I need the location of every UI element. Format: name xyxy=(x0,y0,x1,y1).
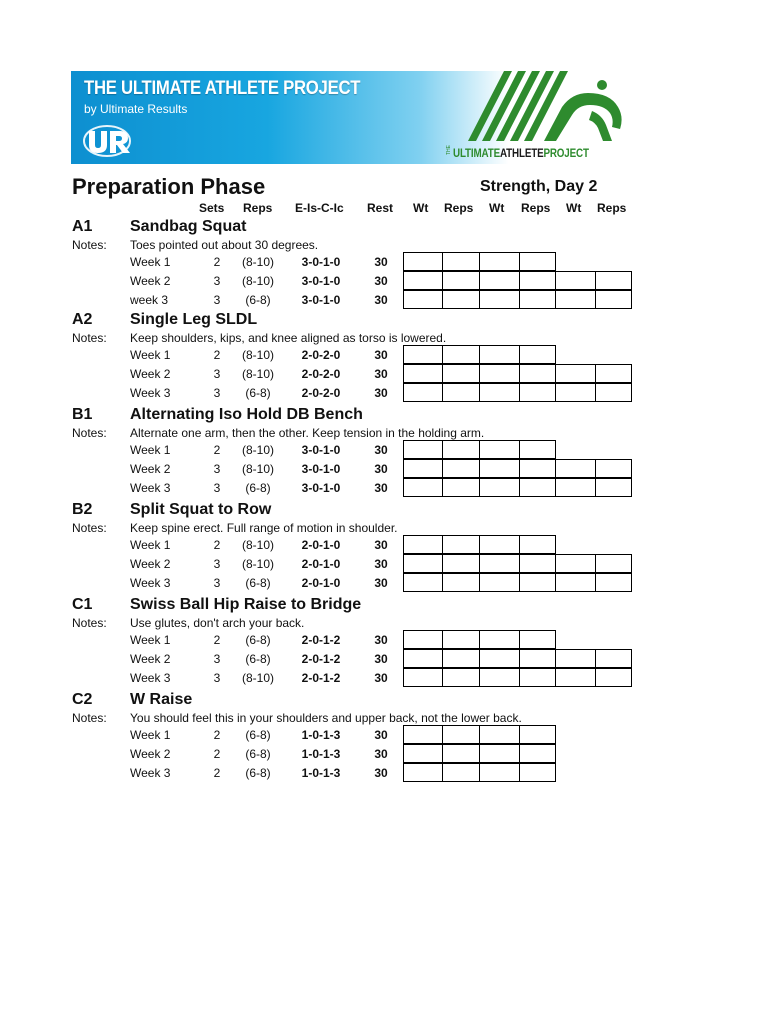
rest-value: 30 xyxy=(374,747,388,761)
log-entry-box[interactable] xyxy=(442,744,480,763)
log-entry-box[interactable] xyxy=(403,573,443,592)
week-label: Week 2 xyxy=(130,557,171,571)
log-entry-box[interactable] xyxy=(519,345,556,364)
log-entry-box[interactable] xyxy=(595,573,632,592)
exercise-notes: Keep spine erect. Full range of motion in shoulder. xyxy=(130,521,398,535)
log-entry-box[interactable] xyxy=(403,725,443,744)
log-entry-box[interactable] xyxy=(519,290,556,309)
log-entry-box[interactable] xyxy=(519,630,556,649)
sets-value: 2 xyxy=(213,538,221,552)
sets-value: 2 xyxy=(213,633,221,647)
ur-monogram-icon xyxy=(83,123,135,159)
logo-text-ultimate: ULTIMATE xyxy=(453,146,500,160)
log-entry-box[interactable] xyxy=(403,535,443,554)
week-label: Week 1 xyxy=(130,633,171,647)
rest-value: 30 xyxy=(374,348,388,362)
rest-value: 30 xyxy=(374,386,388,400)
reps-value: (8-10) xyxy=(241,462,274,476)
reps-value: (8-10) xyxy=(241,443,274,457)
reps-value: (8-10) xyxy=(241,348,274,362)
log-entry-box[interactable] xyxy=(403,364,443,383)
log-entry-box[interactable] xyxy=(479,744,520,763)
notes-label: Notes: xyxy=(72,521,107,535)
exercise-name: Split Squat to Row xyxy=(130,501,272,518)
rest-value: 30 xyxy=(374,293,388,307)
log-entry-box[interactable] xyxy=(555,668,596,687)
reps-value: (6-8) xyxy=(245,728,271,742)
log-entry-box[interactable] xyxy=(595,364,632,383)
log-entry-box[interactable] xyxy=(403,478,443,497)
tempo-value: 3-0-1-0 xyxy=(301,443,341,457)
week-label: Week 1 xyxy=(130,443,171,457)
log-entry-box[interactable] xyxy=(479,252,520,271)
log-entry-box[interactable] xyxy=(442,478,480,497)
column-header: Reps xyxy=(521,201,551,215)
log-entry-box[interactable] xyxy=(479,440,520,459)
sets-value: 2 xyxy=(213,255,221,269)
column-header: Reps xyxy=(243,201,273,215)
log-entry-box[interactable] xyxy=(479,478,520,497)
notes-label: Notes: xyxy=(72,238,107,252)
log-entry-box[interactable] xyxy=(555,573,596,592)
sets-value: 3 xyxy=(213,652,221,666)
column-header: Wt xyxy=(566,201,582,215)
log-entry-box[interactable] xyxy=(479,630,520,649)
log-entry-box[interactable] xyxy=(519,383,556,402)
log-entry-box[interactable] xyxy=(403,440,443,459)
log-entry-box[interactable] xyxy=(403,668,443,687)
log-entry-box[interactable] xyxy=(555,290,596,309)
log-entry-box[interactable] xyxy=(519,744,556,763)
log-entry-box[interactable] xyxy=(442,440,480,459)
log-entry-box[interactable] xyxy=(479,271,520,290)
log-entry-box[interactable] xyxy=(595,383,632,402)
log-entry-box[interactable] xyxy=(555,271,596,290)
log-entry-box[interactable] xyxy=(479,535,520,554)
log-entry-box[interactable] xyxy=(519,668,556,687)
log-entry-box[interactable] xyxy=(555,478,596,497)
week-label: Week 2 xyxy=(130,274,171,288)
exercise-code: A2 xyxy=(72,311,93,328)
tempo-value: 3-0-1-0 xyxy=(301,274,341,288)
reps-value: (8-10) xyxy=(241,255,274,269)
log-entry-box[interactable] xyxy=(442,630,480,649)
tempo-value: 2-0-2-0 xyxy=(301,367,341,381)
tempo-value: 3-0-1-0 xyxy=(301,462,341,476)
rest-value: 30 xyxy=(374,766,388,780)
column-header: Wt xyxy=(489,201,505,215)
log-entry-box[interactable] xyxy=(519,252,556,271)
log-entry-box[interactable] xyxy=(403,630,443,649)
log-entry-box[interactable] xyxy=(595,459,632,478)
log-entry-box[interactable] xyxy=(403,649,443,668)
log-entry-box[interactable] xyxy=(595,271,632,290)
log-entry-box[interactable] xyxy=(479,763,520,782)
log-entry-box[interactable] xyxy=(595,649,632,668)
tempo-value: 3-0-1-0 xyxy=(301,293,341,307)
log-entry-box[interactable] xyxy=(519,271,556,290)
log-entry-box[interactable] xyxy=(442,763,480,782)
log-entry-box[interactable] xyxy=(479,383,520,402)
week-label: Week 2 xyxy=(130,652,171,666)
exercise-notes: Alternate one arm, then the other. Keep tension in the holding arm. xyxy=(130,426,485,440)
reps-value: (6-8) xyxy=(245,766,271,780)
week-label: Week 2 xyxy=(130,747,171,761)
log-entry-box[interactable] xyxy=(442,725,480,744)
log-entry-box[interactable] xyxy=(442,383,480,402)
notes-label: Notes: xyxy=(72,426,107,440)
log-entry-box[interactable] xyxy=(595,478,632,497)
reps-value: (8-10) xyxy=(241,538,274,552)
log-entry-box[interactable] xyxy=(519,535,556,554)
log-entry-box[interactable] xyxy=(555,364,596,383)
log-entry-box[interactable] xyxy=(403,459,443,478)
week-label: Week 1 xyxy=(130,728,171,742)
log-entry-box[interactable] xyxy=(442,668,480,687)
log-entry-box[interactable] xyxy=(519,573,556,592)
rest-value: 30 xyxy=(374,557,388,571)
log-entry-box[interactable] xyxy=(403,290,443,309)
log-entry-box[interactable] xyxy=(442,252,480,271)
log-entry-box[interactable] xyxy=(479,573,520,592)
log-entry-box[interactable] xyxy=(403,252,443,271)
week-label: Week 3 xyxy=(130,481,171,495)
log-entry-box[interactable] xyxy=(442,290,480,309)
tempo-value: 2-0-1-2 xyxy=(301,633,341,647)
reps-value: (8-10) xyxy=(241,367,274,381)
tempo-value: 2-0-1-2 xyxy=(301,671,341,685)
exercise-code: C2 xyxy=(72,691,93,708)
tempo-value: 3-0-1-0 xyxy=(301,481,341,495)
log-entry-box[interactable] xyxy=(479,290,520,309)
log-entry-box[interactable] xyxy=(442,459,480,478)
column-header: Rest xyxy=(367,201,394,215)
week-label: Week 2 xyxy=(130,367,171,381)
sets-value: 3 xyxy=(213,557,221,571)
exercise-code: B2 xyxy=(72,501,93,518)
log-entry-box[interactable] xyxy=(595,554,632,573)
exercise-code: B1 xyxy=(72,406,93,423)
sets-value: 2 xyxy=(213,766,221,780)
log-entry-box[interactable] xyxy=(403,345,443,364)
sets-value: 2 xyxy=(213,348,221,362)
log-entry-box[interactable] xyxy=(442,271,480,290)
exercise-name: W Raise xyxy=(130,691,193,708)
tempo-value: 3-0-1-0 xyxy=(301,255,341,269)
log-entry-box[interactable] xyxy=(479,459,520,478)
exercise-notes: Use glutes, don't arch your back. xyxy=(130,616,305,630)
exercise-notes: You should feel this in your shoulders and upper back, not the lower back. xyxy=(130,711,522,725)
week-label: Week 1 xyxy=(130,255,171,269)
notes-label: Notes: xyxy=(72,331,107,345)
page-title: Preparation Phase xyxy=(72,174,266,199)
exercise-name: Sandbag Squat xyxy=(130,218,247,235)
log-entry-box[interactable] xyxy=(555,459,596,478)
rest-value: 30 xyxy=(374,443,388,457)
rest-value: 30 xyxy=(374,367,388,381)
log-entry-box[interactable] xyxy=(479,649,520,668)
tempo-value: 1-0-1-3 xyxy=(301,747,341,761)
log-entry-box[interactable] xyxy=(595,668,632,687)
exercise-name: Swiss Ball Hip Raise to Bridge xyxy=(130,596,362,613)
rest-value: 30 xyxy=(374,274,388,288)
reps-value: (6-8) xyxy=(245,293,271,307)
rest-value: 30 xyxy=(374,481,388,495)
tempo-value: 1-0-1-3 xyxy=(301,766,341,780)
log-entry-box[interactable] xyxy=(519,459,556,478)
log-entry-box[interactable] xyxy=(442,364,480,383)
column-header: Wt xyxy=(413,201,429,215)
log-entry-box[interactable] xyxy=(519,649,556,668)
column-header: E-Is-C-Ic xyxy=(295,201,344,215)
sets-value: 2 xyxy=(213,443,221,457)
sets-value: 3 xyxy=(213,386,221,400)
sets-value: 3 xyxy=(213,576,221,590)
log-entry-box[interactable] xyxy=(403,271,443,290)
notes-label: Notes: xyxy=(72,711,107,725)
log-entry-box[interactable] xyxy=(442,573,480,592)
exercise-name: Alternating Iso Hold DB Bench xyxy=(130,406,363,423)
log-entry-box[interactable] xyxy=(479,364,520,383)
logo-text-the: THE xyxy=(446,145,452,155)
tempo-value: 2-0-1-2 xyxy=(301,652,341,666)
logo-text-athlete: ATHLETE xyxy=(499,146,544,160)
log-entry-box[interactable] xyxy=(479,554,520,573)
reps-value: (6-8) xyxy=(245,633,271,647)
tempo-value: 2-0-1-0 xyxy=(301,538,341,552)
logo-wordmark xyxy=(453,146,589,160)
log-entry-box[interactable] xyxy=(479,345,520,364)
reps-value: (6-8) xyxy=(245,386,271,400)
rest-value: 30 xyxy=(374,633,388,647)
reps-value: (6-8) xyxy=(245,747,271,761)
log-entry-box[interactable] xyxy=(519,440,556,459)
day-label: Strength, Day 2 xyxy=(480,178,598,195)
log-entry-box[interactable] xyxy=(442,649,480,668)
tempo-value: 2-0-1-0 xyxy=(301,576,341,590)
sets-value: 2 xyxy=(213,747,221,761)
tempo-value: 2-0-2-0 xyxy=(301,386,341,400)
log-entry-box[interactable] xyxy=(519,364,556,383)
tempo-value: 1-0-1-3 xyxy=(301,728,341,742)
reps-value: (6-8) xyxy=(245,481,271,495)
log-entry-box[interactable] xyxy=(442,554,480,573)
log-entry-box[interactable] xyxy=(442,535,480,554)
reps-value: (6-8) xyxy=(245,576,271,590)
log-entry-box[interactable] xyxy=(555,554,596,573)
log-entry-box[interactable] xyxy=(403,744,443,763)
rest-value: 30 xyxy=(374,255,388,269)
sets-value: 3 xyxy=(213,367,221,381)
sets-value: 3 xyxy=(213,481,221,495)
exercise-notes: Toes pointed out about 30 degrees. xyxy=(130,238,319,252)
week-label: Week 3 xyxy=(130,766,171,780)
rest-value: 30 xyxy=(374,728,388,742)
reps-value: (6-8) xyxy=(245,652,271,666)
sets-value: 3 xyxy=(213,293,221,307)
sets-value: 3 xyxy=(213,274,221,288)
reps-value: (8-10) xyxy=(241,671,274,685)
rest-value: 30 xyxy=(374,538,388,552)
log-entry-box[interactable] xyxy=(519,554,556,573)
log-entry-box[interactable] xyxy=(519,763,556,782)
header-banner xyxy=(71,71,632,164)
rest-value: 30 xyxy=(374,652,388,666)
log-entry-box[interactable] xyxy=(479,725,520,744)
column-header: Reps xyxy=(444,201,474,215)
notes-label: Notes: xyxy=(72,616,107,630)
log-entry-box[interactable] xyxy=(519,478,556,497)
sets-value: 3 xyxy=(213,671,221,685)
week-label: Week 3 xyxy=(130,576,171,590)
log-entry-box[interactable] xyxy=(519,725,556,744)
exercise-notes: Keep shoulders, kips, and knee aligned as torso is lowered. xyxy=(130,331,447,345)
column-header: Reps xyxy=(597,201,627,215)
banner-title: THE ULTIMATE ATHLETE PROJECT xyxy=(84,78,361,99)
sets-value: 2 xyxy=(213,728,221,742)
tempo-value: 2-0-1-0 xyxy=(301,557,341,571)
reps-value: (8-10) xyxy=(241,274,274,288)
column-header: Sets xyxy=(199,201,225,215)
log-entry-box[interactable] xyxy=(479,668,520,687)
week-label: Week 1 xyxy=(130,348,171,362)
week-label: Week 2 xyxy=(130,462,171,476)
log-entry-box[interactable] xyxy=(555,649,596,668)
week-label: Week 3 xyxy=(130,671,171,685)
banner-subtitle: by Ultimate Results xyxy=(84,102,188,116)
exercise-code: A1 xyxy=(72,218,93,235)
rest-value: 30 xyxy=(374,462,388,476)
reps-value: (8-10) xyxy=(241,557,274,571)
log-entry-box[interactable] xyxy=(403,763,443,782)
sets-value: 3 xyxy=(213,462,221,476)
week-label: Week 3 xyxy=(130,386,171,400)
logo-text-project: PROJECT xyxy=(543,146,589,160)
tempo-value: 2-0-2-0 xyxy=(301,348,341,362)
exercise-name: Single Leg SLDL xyxy=(130,311,258,328)
log-entry-box[interactable] xyxy=(595,290,632,309)
log-entry-box[interactable] xyxy=(403,554,443,573)
log-entry-box[interactable] xyxy=(442,345,480,364)
week-label: week 3 xyxy=(130,293,169,307)
log-entry-box[interactable] xyxy=(555,383,596,402)
week-label: Week 1 xyxy=(130,538,171,552)
log-entry-box[interactable] xyxy=(403,383,443,402)
rest-value: 30 xyxy=(374,671,388,685)
rest-value: 30 xyxy=(374,576,388,590)
exercise-code: C1 xyxy=(72,596,93,613)
